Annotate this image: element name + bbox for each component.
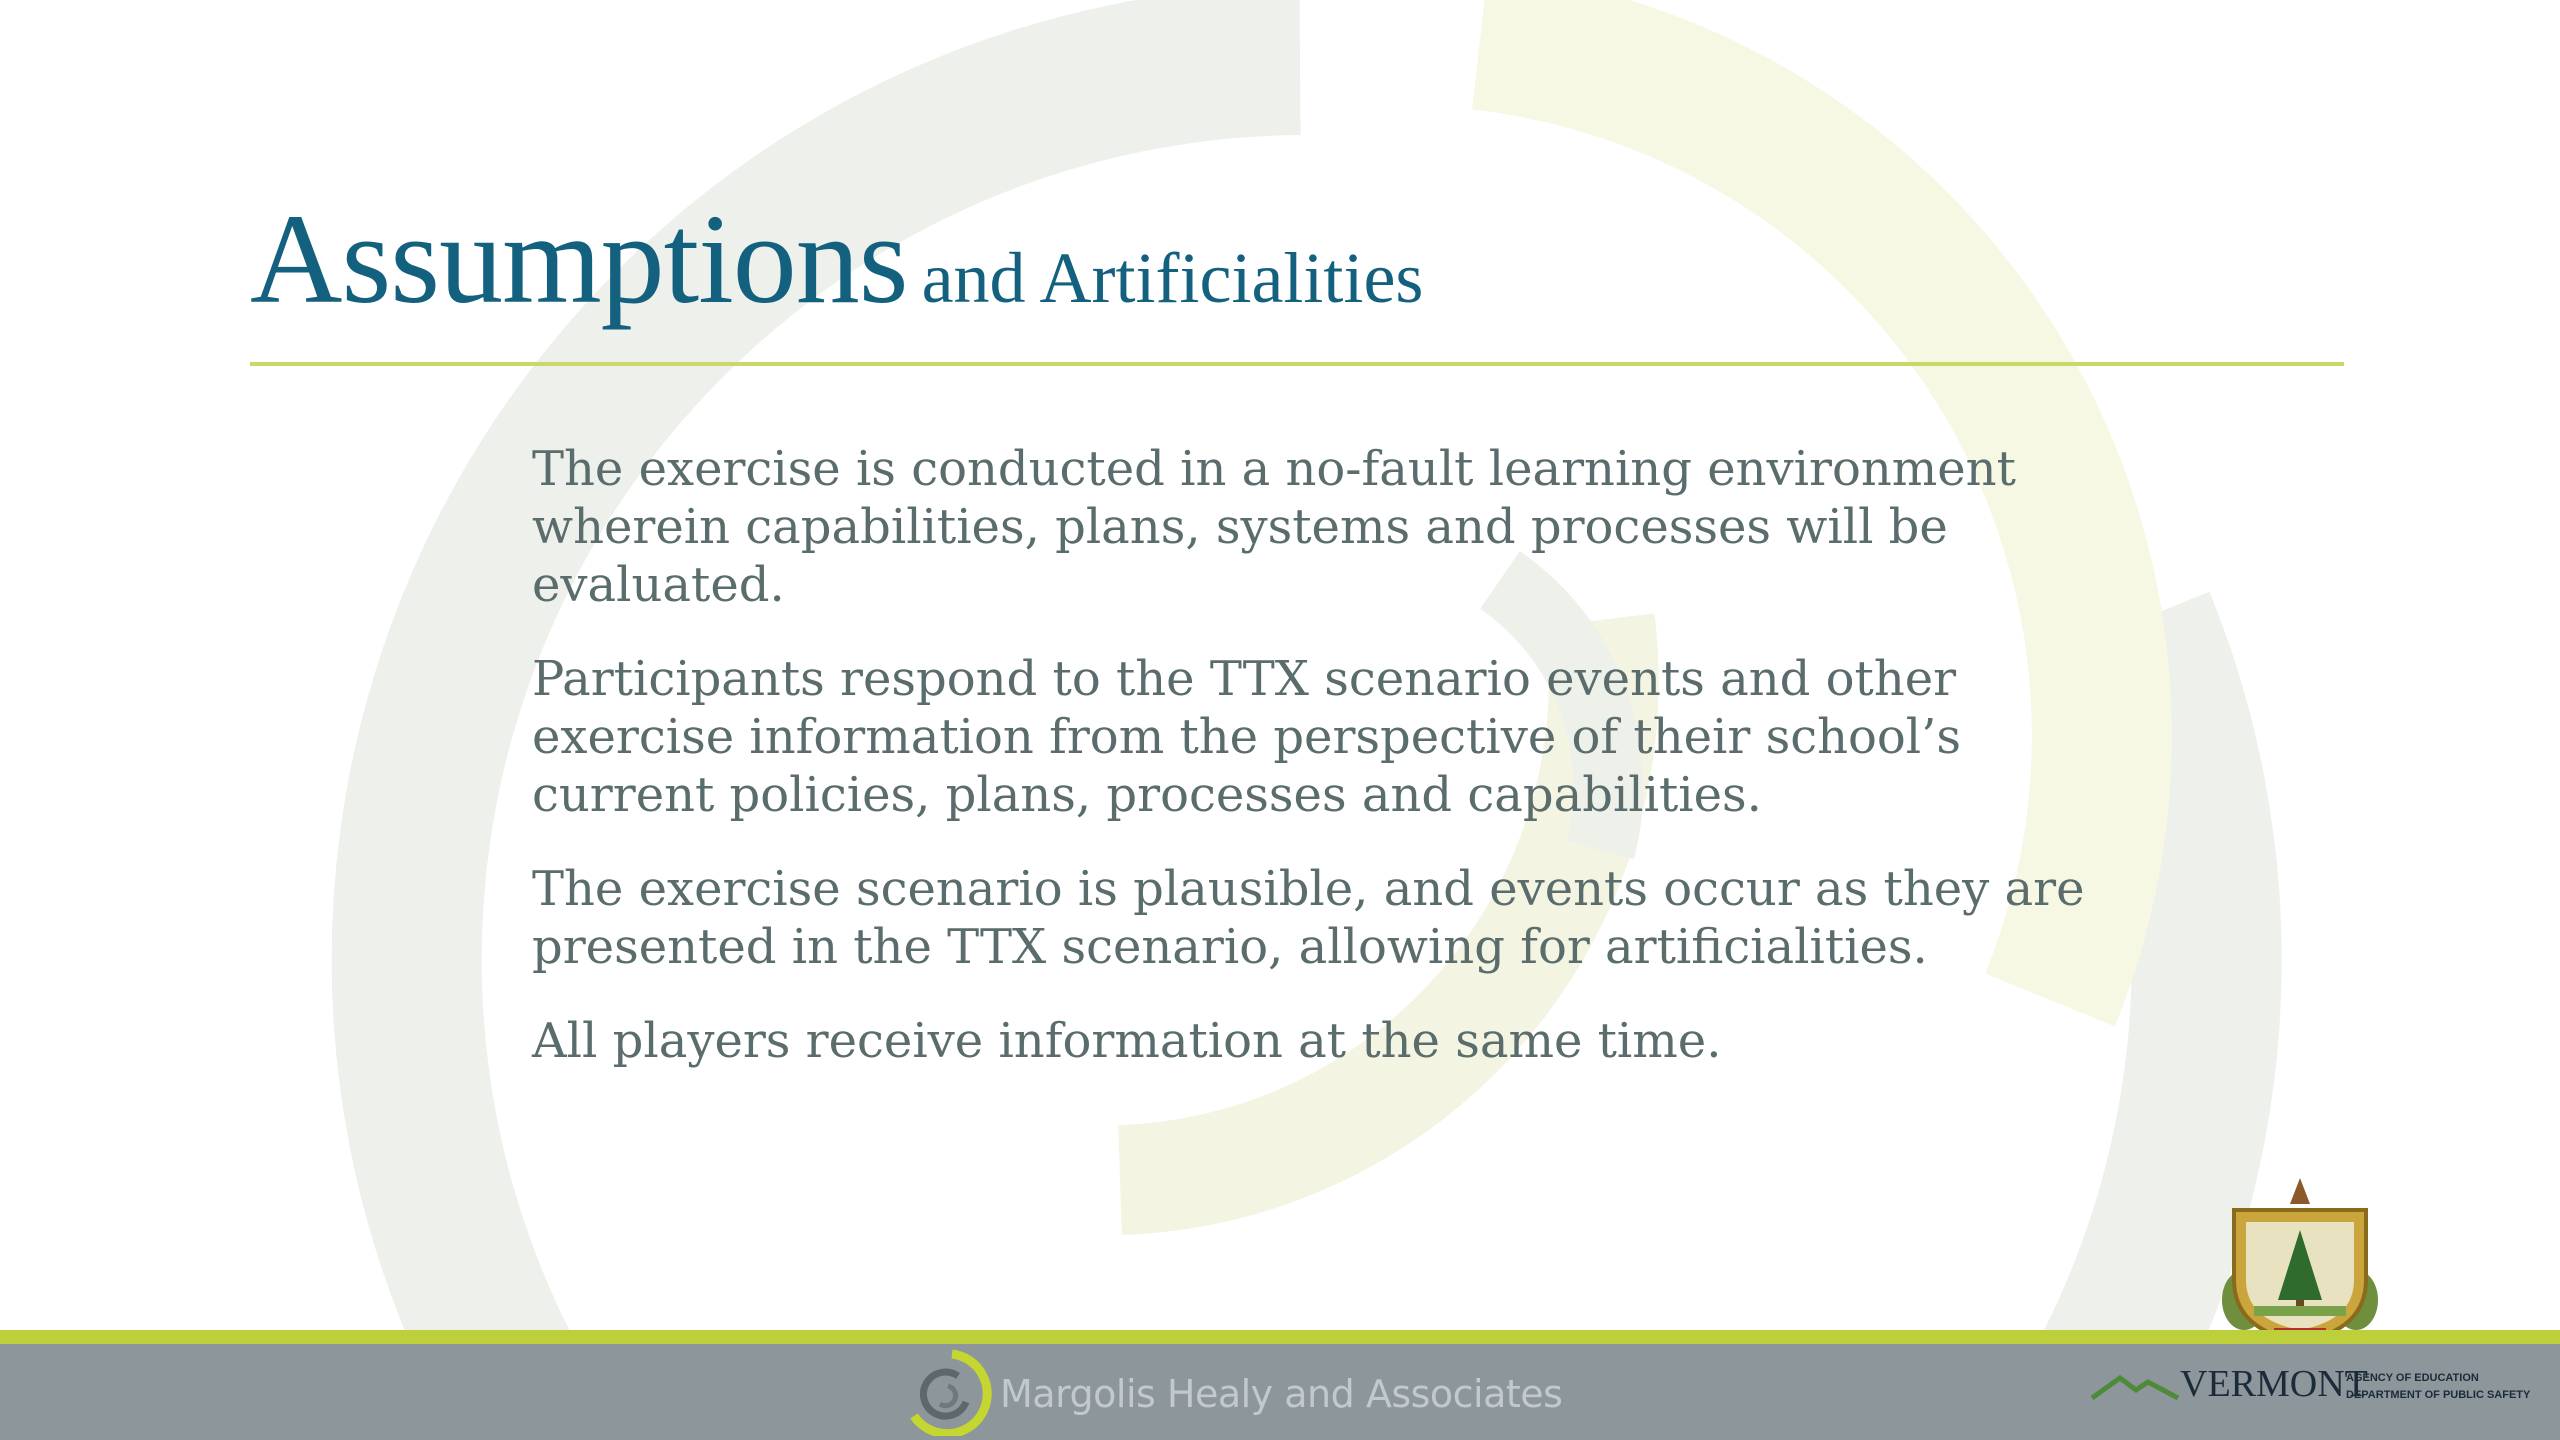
agency-line-education: AGENCY OF EDUCATION <box>2346 1372 2479 1384</box>
paragraph: The exercise scenario is plausible, and events occur as they are presented in the TTX scenario, allowing for artificialities. <box>532 861 2085 975</box>
paragraph: All players receive information at the same time. <box>532 1013 1722 1069</box>
agency-line-public-safety: DEPARTMENT OF PUBLIC SAFETY <box>2346 1389 2531 1401</box>
company-name: Margolis Healy and Associates <box>1000 1372 1563 1416</box>
paragraph: Participants respond to the TTX scenario events and other exercise information from the perspective of their school’s current policies, plans, processes and capabilities. <box>532 651 1962 823</box>
title-divider <box>250 362 2344 366</box>
title-main: Assumptions <box>250 188 908 330</box>
vermont-seal-icon <box>2214 1160 2386 1350</box>
mountain-icon <box>2090 1370 2180 1402</box>
paragraph: The exercise is conducted in a no-fault learning environment wherein capabilities, plans, systems and processes will be evaluated. <box>532 441 2016 613</box>
footer-accent-stripe <box>0 1330 2560 1344</box>
body-text <box>532 440 2092 1106</box>
agency-names <box>2346 1370 2530 1404</box>
slide-title <box>250 188 1424 330</box>
title-subtitle: and Artificialities <box>921 238 1424 318</box>
state-name: VERMONT <box>2180 1363 2368 1405</box>
swirl-logo-icon <box>896 1346 996 1436</box>
